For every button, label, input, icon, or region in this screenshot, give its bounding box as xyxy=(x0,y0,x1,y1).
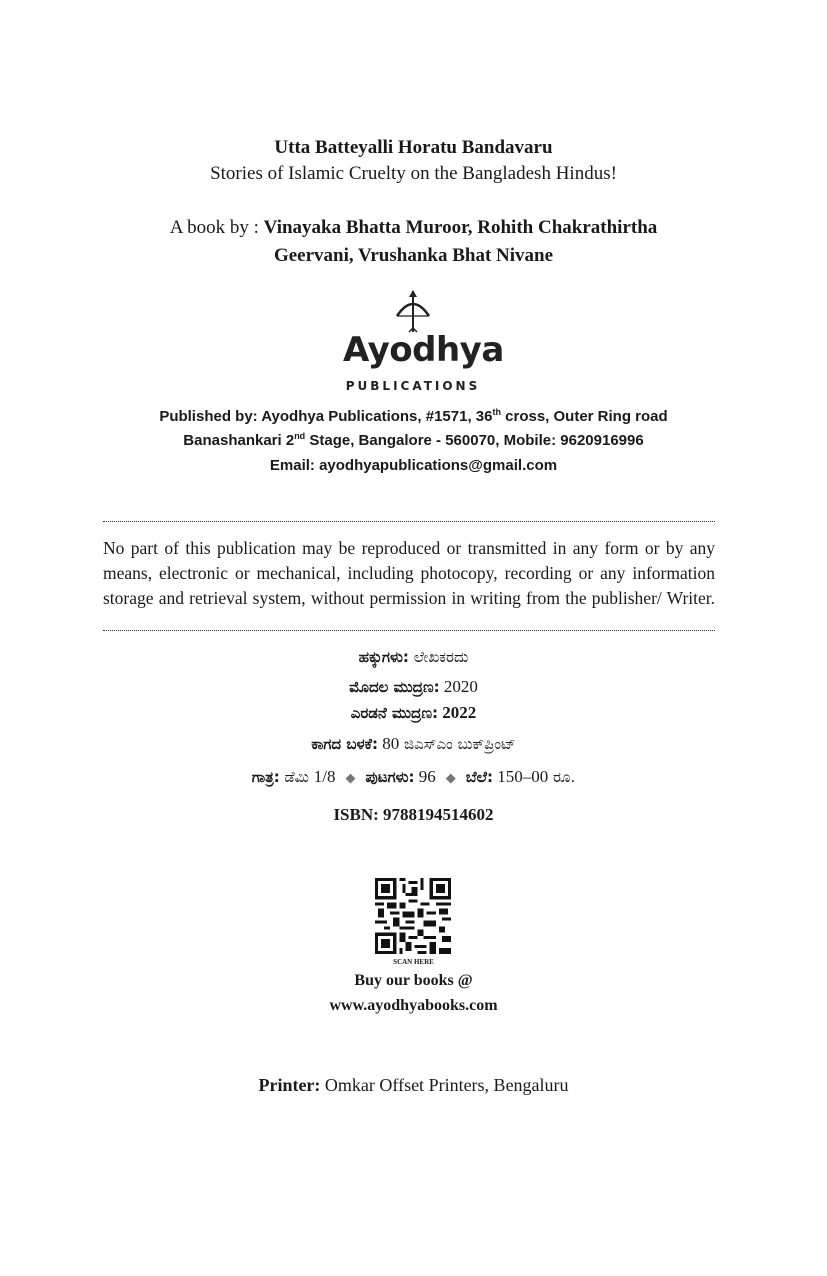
authors-line-1 xyxy=(0,217,827,239)
qr-code-icon[interactable] xyxy=(375,878,451,954)
publisher-address-line-2: Banashankari 2nd Stage, Bangalore - 560070, Mobile: 9620916996 xyxy=(183,431,644,449)
diamond-icon: ◆ xyxy=(445,771,456,786)
printer-line: Printer: Omkar Offset Printers, Bengaluru xyxy=(258,1075,569,1095)
logo-subtitle: PUBLICATIONS xyxy=(345,379,481,393)
authors-prefix: A book by : xyxy=(169,217,264,238)
rights-line: ಹಕ್ಕುಗಳು: ಲೇಖಕರದು xyxy=(358,648,469,666)
buy-books-text: Buy our books @ xyxy=(354,972,473,989)
second-print-line: ಎರಡನೆ ಮುದ್ರಣ: 2022 xyxy=(350,703,477,722)
scan-here-caption: SCAN HERE xyxy=(393,958,434,966)
publisher-address-line-1: Published by: Ayodhya Publications, #1571, 36th cross, Outer Ring road xyxy=(159,407,668,425)
dotted-divider-top xyxy=(103,521,715,522)
isbn: ISBN: 9788194514602 xyxy=(333,805,494,824)
dotted-divider-bottom xyxy=(103,630,715,631)
book-subtitle: Stories of Islamic Cruelty on the Bangladesh Hindus! xyxy=(210,163,617,184)
diamond-icon: ◆ xyxy=(345,771,356,786)
copyright-notice: No part of this publication may be reproduced or transmitted in any form or by any means, electronic or mechanical, including photocopy, recording or any information storage and retrieval system, without permission in writing from the publisher/ Writer. xyxy=(103,538,715,608)
size-pages-price-line: ಗಾತ್ರ: ಡೆಮಿ 1/8 ◆ ಪುಟಗಳು: 96 ◆ ಬೆಲೆ: 150–00 ರೂ. xyxy=(251,767,576,786)
logo-name: Ayodhya xyxy=(343,330,504,370)
book-title: Utta Batteyalli Horatu Bandavaru xyxy=(274,137,553,158)
paper-line: ಕಾಗದ ಬಳಕೆ: 80 ಜಿಎಸ್‌ಎಂ ಬುಕ್‌ಪ್ರಿಂಟ್ xyxy=(311,734,516,753)
first-print-line: ಮೊದಲ ಮುದ್ರಣ: 2020 xyxy=(349,677,478,696)
website-link[interactable]: www.ayodhyabooks.com xyxy=(329,997,498,1014)
publisher-logo xyxy=(343,290,504,400)
bow-and-arrow-icon xyxy=(393,290,433,334)
publisher-email: Email: ayodhyapublications@gmail.com xyxy=(269,457,558,474)
authors-names-1: Vinayaka Bhatta Muroor, Rohith Chakrathirtha xyxy=(263,217,658,238)
authors-line-2: Geervani, Vrushanka Bhat Nivane xyxy=(273,245,554,266)
